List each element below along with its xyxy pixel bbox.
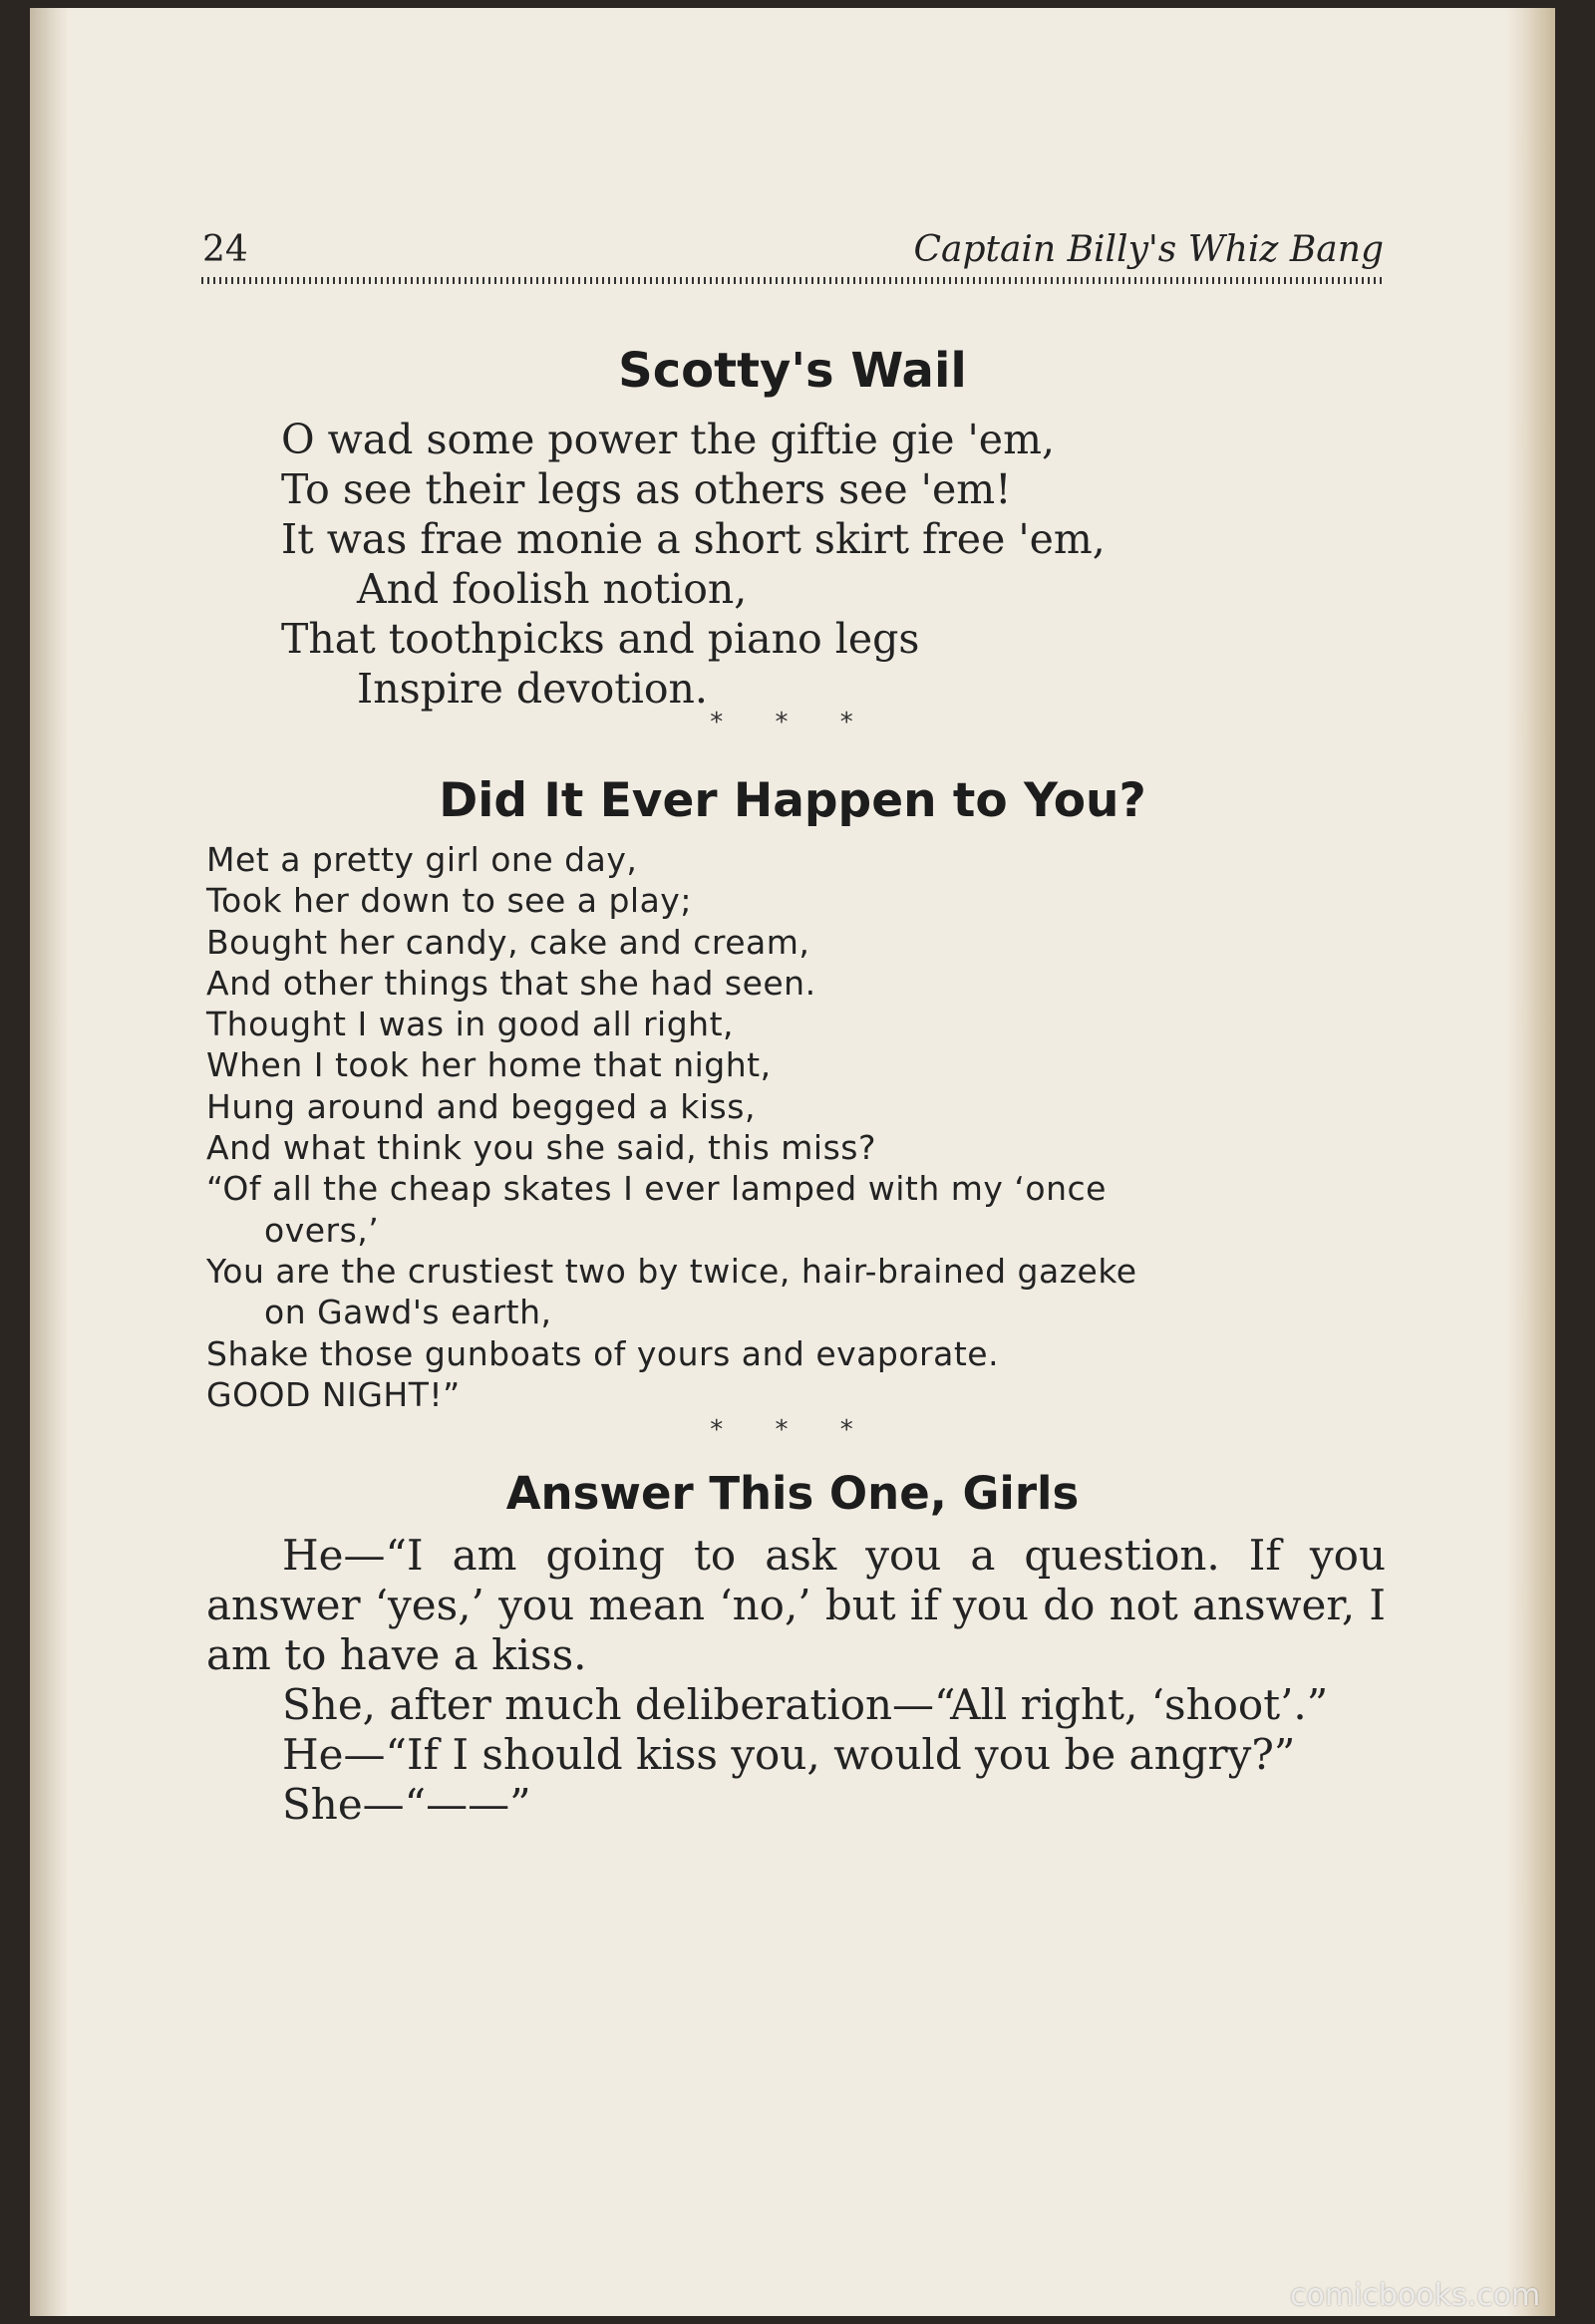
dialogue-paragraph: She—“——” [282,1780,531,1829]
poem-line: overs,’ [264,1210,380,1250]
poem-line: Inspire devotion. [357,665,708,713]
poem-line: O wad some power the giftie gie 'em, [281,416,1055,463]
poem-line: on Gawd's earth, [264,1293,552,1332]
section-title-did-it-ever-happen: Did It Ever Happen to You? [439,773,1146,828]
magazine-page [30,8,1555,2316]
section-separator: * * * [710,1415,875,1445]
poem-line: Took her down to see a play; [206,881,692,921]
section-separator: * * * [710,708,875,737]
poem-line: When I took her home that night, [206,1045,772,1085]
poem-line: That toothpicks and piano legs [281,615,920,663]
dialogue-paragraph: She, after much deliberation—“All right, ‘shoot’.” [282,1680,1329,1729]
poem-line: You are the crustiest two by twice, hair-brained gazeke [206,1251,1137,1291]
dialogue-answer-this-one [206,1531,1386,1830]
header-rule [201,277,1386,284]
section-title-answer-this-one: Answer This One, Girls [505,1467,1080,1520]
running-title: Captain Billy's Whiz Bang [913,229,1384,270]
section-title-scottys-wail: Scotty's Wail [618,343,967,399]
poem-did-it-ever-happen [206,839,1386,1415]
poem-line: And what think you she said, this miss? [206,1128,876,1168]
poem-line: Shake those gunboats of yours and evaporate. [206,1333,1000,1373]
poem-line: To see their legs as others see 'em! [281,465,1012,513]
poem-scottys-wail [281,415,1106,714]
poem-line: And other things that she had seen. [206,963,816,1003]
poem-line: Met a pretty girl one day, [206,840,638,879]
poem-line: Thought I was in good all right, [206,1005,734,1044]
poem-line: And foolish notion, [357,565,748,613]
poem-line: It was frae monie a short skirt free 'em, [281,515,1106,563]
poem-line: Bought her candy, cake and cream, [206,922,810,962]
poem-line: “Of all the cheap skates I ever lamped with my ‘once [206,1169,1107,1209]
page-number: 24 [202,229,248,270]
watermark: comicbooks.com [1290,2278,1541,2313]
poem-line: Hung around and begged a kiss, [206,1086,756,1126]
dialogue-paragraph: He—“I am going to ask you a question. If you answer ‘yes,’ you mean ‘no,’ but if you do not answer, I am to have a kiss. [206,1531,1386,1679]
poem-line: GOOD NIGHT!” [206,1374,461,1414]
dialogue-paragraph: He—“If I should kiss you, would you be angry?” [282,1730,1296,1779]
